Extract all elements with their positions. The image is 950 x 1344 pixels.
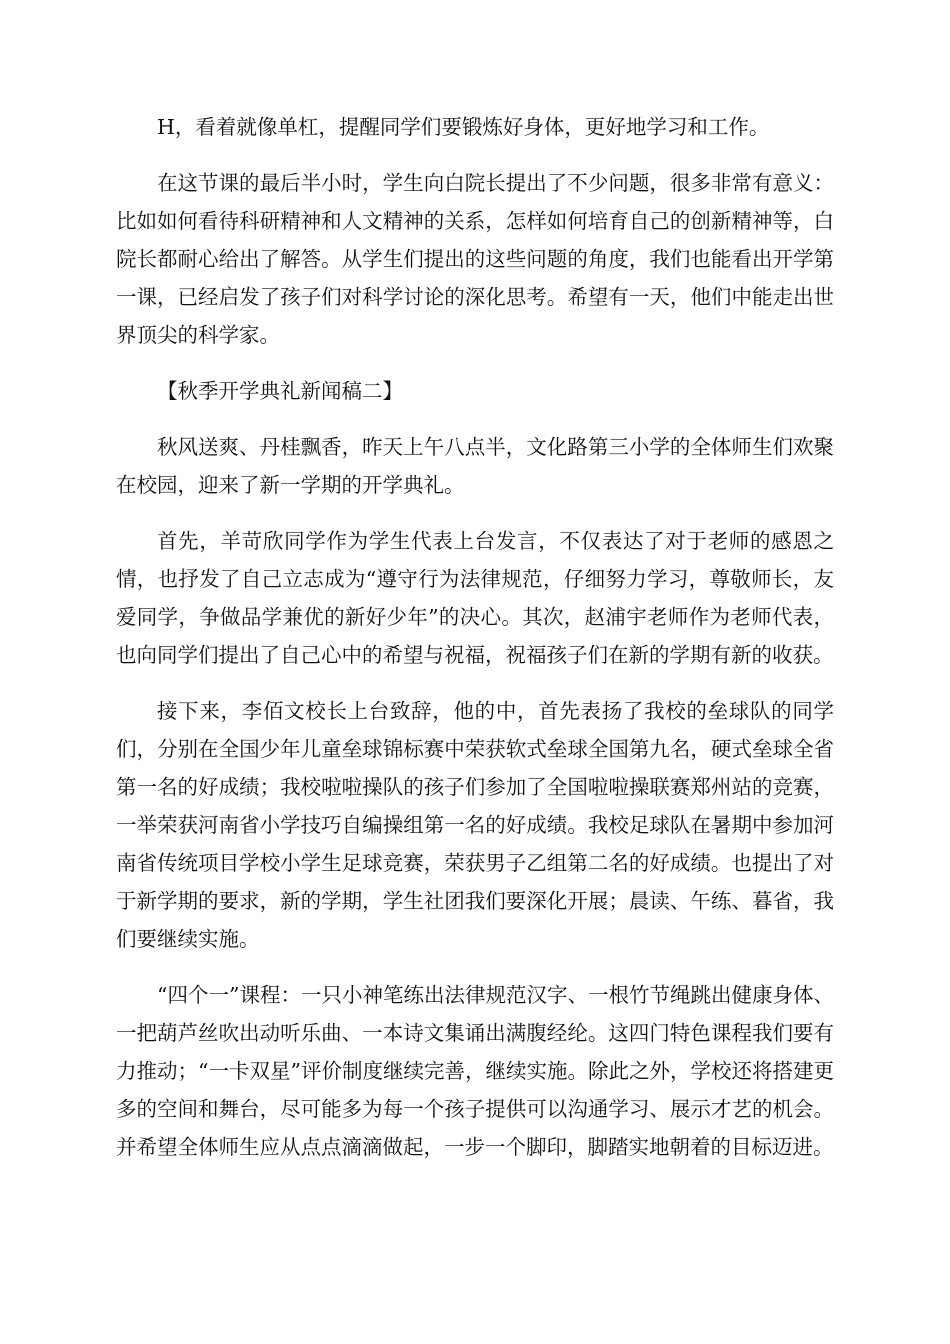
paragraph-representative-speeches: 首先，羊苛欣同学作为学生代表上台发言，不仅表达了对于老师的感恩之情，也抒发了自己立志成为“遵守行为法律规范，仔细努力学习，尊敬师长，友爱同学，争做品学兼优的新好少年”的决心。其次，赵浦宇老师作为老师代表，也向同学们提出了自己心中的希望与祝福，祝福孩子们在新的学期有新的收获。 xyxy=(116,529,834,667)
section-heading: 【秋季开学典礼新闻稿二】 xyxy=(157,379,403,403)
document-body xyxy=(116,108,834,1184)
paragraph-opening-ceremony: 秋风送爽、丹桂飘香，昨天上午八点半，文化路第三小学的全体师生们欢聚在校园，迎来了新一学期的开学典礼。 xyxy=(116,435,834,497)
paragraph-student-questions: 在这节课的最后半小时，学生向白院长提出了不少问题，很多非常有意义：比如如何看待科研精神和人文精神的关系，怎样如何培育自己的创新精神等，白院长都耐心给出了解答。从学生们提出的这些问题的角度，我们也能看出开学第一课，已经启发了孩子们对科学讨论的深化思考。希望有一天，他们中能走出世界顶尖的科学家。 xyxy=(116,171,834,347)
paragraph-continuation: H，看着就像单杠，提醒同学们要锻炼好身体，更好地学习和工作。 xyxy=(157,115,770,139)
paragraph-four-ones-curriculum: “四个一”课程：一只小神笔练出法律规范汉字、一根竹节绳跳出健康身体、一把葫芦丝吹出动听乐曲、一本诗文集诵出满腹经纶。这四门特色课程我们要有力推动；“一卡双星”评价制度继续完善，继续实施。除此之外，学校还将搭建更多的空间和舞台，尽可能多为每一个孩子提供可以沟通学习、展示才艺的机会。并希望全体师生应从点点滴滴做起，一步一个脚印，脚踏实地朝着的目标迈进。 xyxy=(116,983,834,1159)
paragraph-principal-speech: 接下来，李佰文校长上台致辞，他的中，首先表扬了我校的垒球队的同学们，分别在全国少年儿童垒球锦标赛中荣获软式垒球全国第九名，硬式垒球全省第一名的好成绩；我校啦啦操队的孩子们参加了全国啦啦操联赛郑州站的竞赛，一举荣获河南省小学技巧自编操组第一名的好成绩。我校足球队在暑期中参加河南省传统项目学校小学生足球竞赛，荣获男子乙组第二名的好成绩。也提出了对于新学期的要求，新的学期，学生社团我们要深化开展；晨读、午练、暮省，我们要继续实施。 xyxy=(116,699,834,951)
